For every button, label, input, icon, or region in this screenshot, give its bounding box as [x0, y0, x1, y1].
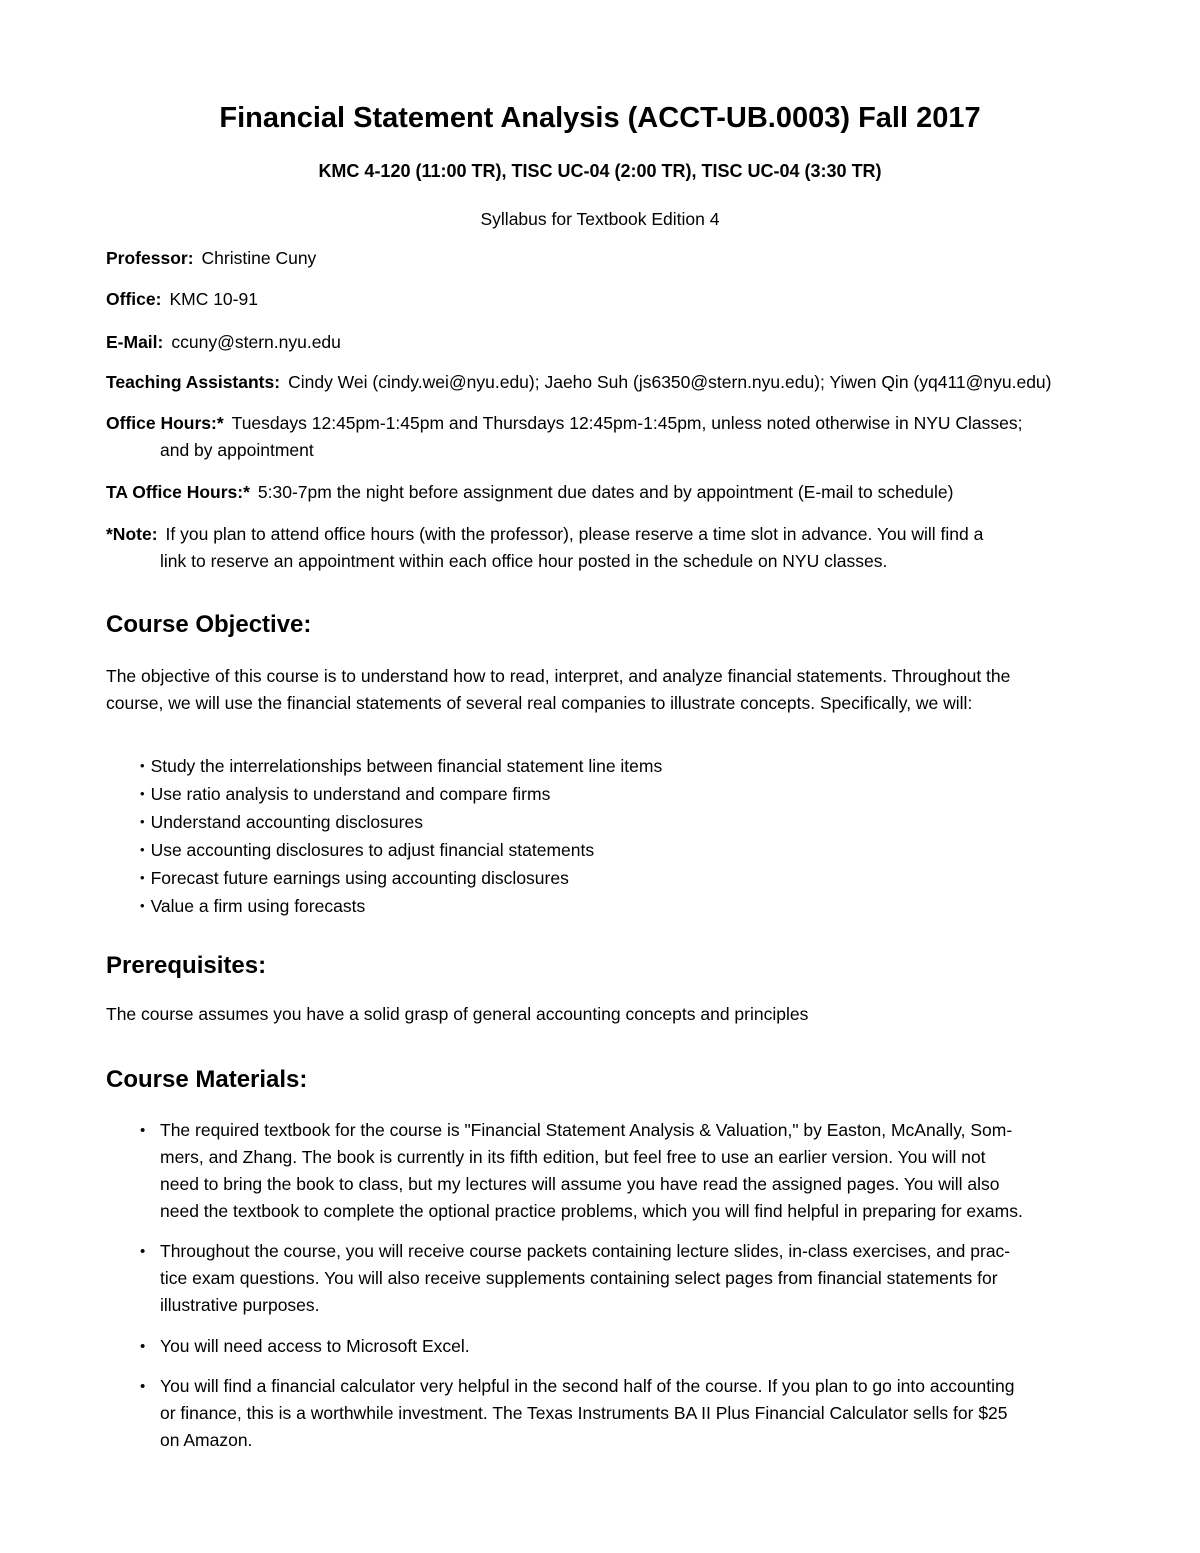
materials-item — [140, 1373, 1096, 1454]
bullet-icon: • — [140, 1243, 146, 1260]
list-item — [140, 780, 1100, 808]
materials-line: illustrative purposes. — [160, 1295, 320, 1315]
materials-item — [140, 1238, 1096, 1319]
list-item-text: Value a firm using forecasts — [150, 896, 366, 916]
list-item-text: Study the interrelationships between financial statement line items — [150, 756, 663, 776]
materials-line: need to bring the book to class, but my lectures will assume you have read the assigned pages. You will also — [160, 1174, 1000, 1194]
list-item-text: Use accounting disclosures to adjust financial statements — [150, 840, 595, 860]
list-item — [140, 892, 1100, 920]
materials-line: mers, and Zhang. The book is currently in its fifth edition, but feel free to use an earlier version. You will not — [160, 1147, 986, 1167]
office-row — [106, 286, 1116, 313]
professor-row — [106, 245, 1116, 272]
office-value: KMC 10-91 — [169, 289, 258, 309]
teaching-assistants-value: Cindy Wei (cindy.wei@nyu.edu); Jaeho Suh (js6350@stern.nyu.edu); Yiwen Qin (yq411@nyu.edu) — [288, 372, 1052, 392]
bullet-icon: • — [140, 842, 145, 857]
syllabus-edition-note: Syllabus for Textbook Edition 4 — [480, 209, 720, 229]
teaching-assistants-row — [106, 369, 1166, 396]
bullet-icon: • — [140, 898, 145, 913]
materials-item — [140, 1117, 1096, 1225]
teaching-assistants-label: Teaching Assistants: — [106, 372, 281, 392]
list-item-text: Use ratio analysis to understand and compare firms — [150, 784, 551, 804]
list-item — [140, 808, 1100, 836]
email-label: E-Mail: — [106, 332, 164, 352]
prerequisites-heading: Prerequisites: — [106, 952, 267, 979]
note-value: If you plan to attend office hours (with the professor), please reserve a time slot in advance. You will find a — [165, 524, 984, 544]
page-title: Financial Statement Analysis (ACCT-UB.0003) Fall 2017 — [219, 102, 981, 134]
note-label: *Note: — [106, 524, 158, 544]
materials-line: You will need access to Microsoft Excel. — [160, 1336, 470, 1356]
materials-line: or finance, this is a worthwhile investment. The Texas Instruments BA II Plus Financial Calculator sells for $25 — [160, 1403, 1008, 1423]
materials-item — [140, 1333, 1096, 1360]
email-row — [106, 329, 1116, 356]
professor-value: Christine Cuny — [201, 248, 317, 268]
materials-line: Throughout the course, you will receive course packets containing lecture slides, in-class exercises, and prac- — [160, 1241, 1011, 1261]
course-objective-text — [106, 663, 1106, 717]
list-item — [140, 836, 1100, 864]
office-hours-continuation: and by appointment — [160, 440, 314, 460]
prerequisites-text: The course assumes you have a solid grasp of general accounting concepts and principles — [106, 1004, 809, 1024]
office-hours-value: Tuesdays 12:45pm-1:45pm and Thursdays 12:45pm-1:45pm, unless noted otherwise in NYU Classes; — [231, 413, 1023, 433]
bullet-icon: • — [140, 814, 145, 829]
ta-office-hours-label: TA Office Hours:* — [106, 482, 250, 502]
office-label: Office: — [106, 289, 162, 309]
ta-office-hours-row — [106, 479, 1116, 506]
office-hours-row — [106, 410, 1116, 464]
list-item-text: Understand accounting disclosures — [150, 812, 423, 832]
materials-line: You will find a financial calculator very helpful in the second half of the course. If you plan to go into accounting — [160, 1376, 1015, 1396]
course-objective-heading: Course Objective: — [106, 611, 312, 638]
course-objective-line: The objective of this course is to understand how to read, interpret, and analyze financial statements. Throughout the — [106, 666, 1011, 686]
bullet-icon: • — [140, 758, 145, 773]
list-item-text: Forecast future earnings using accounting disclosures — [150, 868, 569, 888]
office-hours-label: Office Hours:* — [106, 413, 224, 433]
course-objective-line: course, we will use the financial statements of several real companies to illustrate concepts. Specifically, we will: — [106, 693, 973, 713]
email-value[interactable]: ccuny@stern.nyu.edu — [171, 332, 341, 352]
materials-line: on Amazon. — [160, 1430, 253, 1450]
note-row — [106, 521, 1116, 575]
ta-office-hours-value: 5:30-7pm the night before assignment due dates and by appointment (E-mail to schedule) — [257, 482, 954, 502]
note-continuation: link to reserve an appointment within each office hour posted in the schedule on NYU classes. — [160, 551, 888, 571]
materials-line: The required textbook for the course is "Financial Statement Analysis & Valuation," by Easton, McAnally, Som- — [160, 1120, 1013, 1140]
course-materials-heading: Course Materials: — [106, 1066, 308, 1093]
list-item — [140, 752, 1100, 780]
materials-line: need the textbook to complete the optional practice problems, which you will find helpful in preparing for exams. — [160, 1201, 1023, 1221]
bullet-icon: • — [140, 1338, 146, 1355]
class-locations: KMC 4-120 (11:00 TR), TISC UC-04 (2:00 TR), TISC UC-04 (3:30 TR) — [318, 161, 882, 181]
bullet-icon: • — [140, 870, 145, 885]
list-item — [140, 864, 1100, 892]
objective-list — [140, 752, 1100, 920]
bullet-icon: • — [140, 786, 145, 801]
bullet-icon: • — [140, 1378, 146, 1395]
materials-line: tice exam questions. You will also receive supplements containing select pages from financial statements for — [160, 1268, 998, 1288]
professor-label: Professor: — [106, 248, 194, 268]
bullet-icon: • — [140, 1122, 146, 1139]
